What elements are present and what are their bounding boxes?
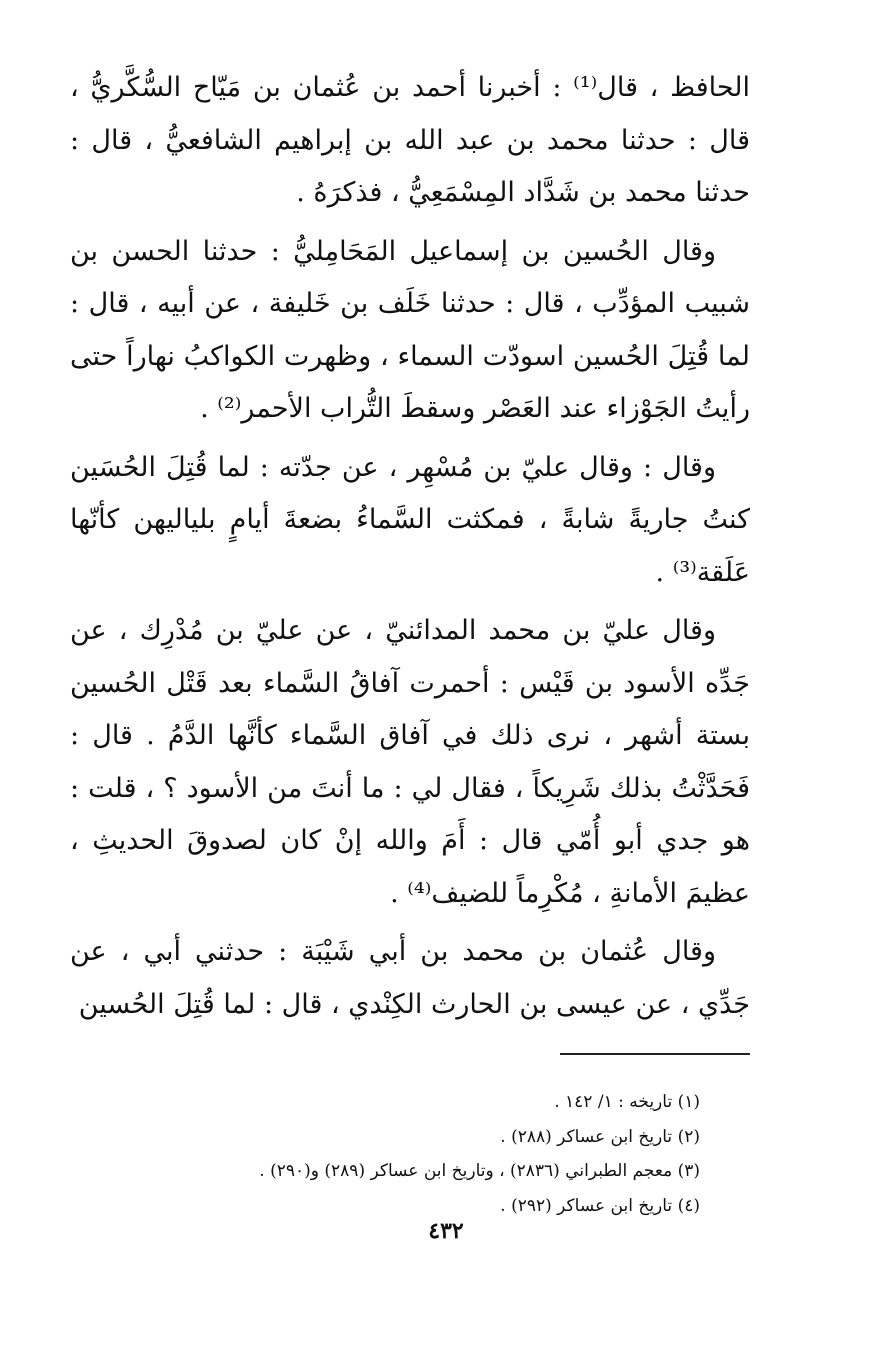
paragraph-5: وقال عُثمان بن محمد بن أبي شَيْبَة : حدثني أبي ، عن جَدِّي ، عن عيسى بن الحارث الكِنْدي ، قال : لما قُتِلَ الحُسين bbox=[70, 936, 750, 1020]
footnote-2: (٢) تاريخ ابن عساكر (٢٨٨) . bbox=[500, 1126, 700, 1147]
paragraph-1: الحافظ ، قال⁽¹⁾ : أخبرنا أحمد بن عُثمان بن مَيّاح السُّكَّريُّ ، قال : حدثنا محمد بن عبد الله بن إبراهيم الشافعيُّ ، قال : حدثنا محمد بن شَدَّاد المِسْمَعِيُّ ، فذكرَهُ . bbox=[70, 72, 751, 208]
footnote-4: (٤) تاريخ ابن عساكر (٢٩٢) . bbox=[500, 1195, 700, 1216]
footnote-separator bbox=[560, 1053, 750, 1055]
paragraph-3: وقال : وقال عليّ بن مُسْهِر ، عن جدّته : لما قُتِلَ الحُسَين كنتُ جاريةً شابةً ، فمكثت السَّماءُ بضعةَ أيامٍ بلياليهن كأنّها عَلَقة⁽³⁾ . bbox=[70, 451, 750, 588]
footnotes bbox=[70, 1085, 750, 1223]
paragraph-2: وقال الحُسين بن إسماعيل المَحَامِليُّ : حدثنا الحسن بن شبيب المؤدِّب ، قال : حدثنا خَلَف بن خَليفة ، عن أبيه ، قال : لما قُتِلَ الحُسين اسودّت السماء ، وظهرت الكواكبُ نهاراً حتى رأيتُ الجَوْزاء عند العَصْر وسقطَ التُّراب الأحمر⁽²⁾ . bbox=[70, 235, 750, 424]
footnote-1: (١) تاريخه : ١/ ١٤٢ . bbox=[554, 1092, 700, 1112]
page-number: ٤٣٢ bbox=[428, 1218, 464, 1244]
paragraph-4: وقال عليّ بن محمد المدائنيّ ، عن عليّ بن مُدْرِك ، عن جَدِّه الأسود بن قَيْس : أحمرت آفاقُ السَّماء بعد قَتْل الحُسين بستة أشهر ، نرى ذلك في آفاق السَّماء كأنَّها الدَّمُ . قال : فَحَدَّثْتُ بذلك شَرِيكاً ، فقال لي : ما أنتَ من الأسود ؟ ، قلت : هو جدي أبو أُمّي قال : أَمَ والله إنْ كان لصدوقَ الحديثِ ، عظيمَ الأمانةِ ، مُكْرِماً للضيف⁽⁴⁾ . bbox=[70, 615, 750, 909]
footnote-3: (٣) معجم الطبراني (٢٨٣٦) ، وتاريخ ابن عساكر (٢٨٩) و(٢٩٠) . bbox=[259, 1161, 700, 1181]
page-body bbox=[70, 62, 750, 1223]
